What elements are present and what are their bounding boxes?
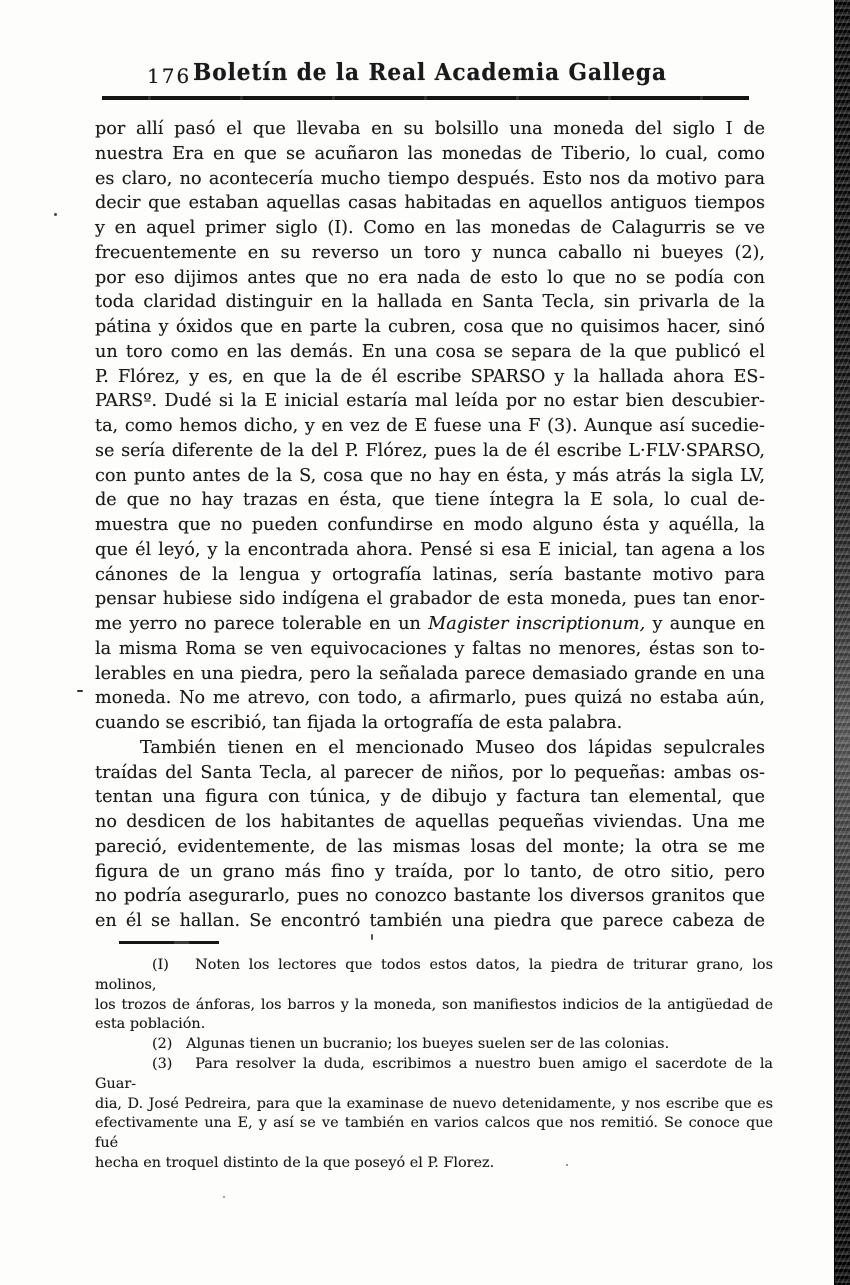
- italic-phrase: Magister inscriptionum,: [428, 614, 646, 634]
- scan-speck: [54, 213, 57, 216]
- text-line: [95, 315, 765, 340]
- text-line: [95, 414, 765, 439]
- text-line: [95, 513, 765, 538]
- text-line: [95, 637, 765, 662]
- text-line: [95, 711, 765, 736]
- text-run: PARSº. Dudé si la E inicial estaría mal leída por no estar bien descubier-: [95, 391, 765, 412]
- text-run: (2) Algunas tienen un bucranio; los bueyes suelen ser de las colonias.: [152, 1036, 670, 1053]
- text-run: lerables en una piedra, pero la señalada parece demasiado grande en una: [95, 663, 765, 684]
- text-line: [95, 884, 765, 909]
- text-line: [95, 167, 765, 192]
- text-run: moneda. No me atrevo, con todo, a afirmarlo, pues quizá no estaba aún,: [95, 688, 765, 709]
- text-line: [95, 686, 765, 711]
- text-run: (I) Noten los lectores que todos estos datos, la piedra de triturar grano, los molinos,: [95, 957, 773, 993]
- scan-speck: [77, 690, 83, 692]
- text-line: [95, 612, 765, 637]
- body-paragraph-2: [95, 736, 765, 934]
- text-run: no desdicen de los habitantes de aquellas pequeñas viviendas. Una me: [95, 812, 765, 832]
- text-run: También tienen en el mencionado Museo dos lápidas sepulcrales: [140, 737, 765, 758]
- page-number: 176: [147, 64, 192, 88]
- text-run: pareció, evidentemente, de las mismas losas del monte; la otra se me: [95, 836, 765, 857]
- text-run: la misma Roma se ven equivocaciones y faltas no menores, éstas son to-: [95, 638, 765, 659]
- text-line: [95, 736, 765, 761]
- text-line: [95, 389, 765, 414]
- text-line: [95, 956, 773, 996]
- text-line: [95, 439, 765, 464]
- text-run: figura de un grano más fino y traída, por lo tanto, de otro sitio, pero: [95, 861, 765, 882]
- footnote-3: [95, 1055, 773, 1174]
- text-run: me yerro no parece tolerable en un: [95, 614, 429, 634]
- text-run: nuestra Era en que se acuñaron las monedas de Tiberio, lo cual, como: [95, 143, 765, 164]
- text-line: [95, 1035, 773, 1055]
- text-run: esta población.: [95, 1016, 206, 1033]
- text-line: [95, 142, 765, 167]
- text-line: [95, 340, 765, 365]
- scan-gutter-shadow: [834, 0, 850, 1285]
- text-run: con punto antes de la S, cosa que no hay en ésta, y más atrás la sigla LV,: [95, 465, 765, 486]
- text-line: [95, 538, 765, 563]
- footnote-separator-rule: [119, 941, 219, 944]
- text-run: pátina y óxidos que en parte la cubren, cosa que no quisimos hacer, sinó: [95, 317, 765, 337]
- text-run: es claro, no acontecería mucho tiempo después. Esto nos da motivo para: [95, 168, 765, 189]
- text-run: frecuentemente en su reverso un toro y nunca caballo ni bueyes (2),: [95, 242, 765, 263]
- footnote-2: [95, 1035, 773, 1055]
- text-line: [95, 662, 765, 687]
- text-run: en él se hallan. Se encontró también una piedra que parece cabeza de: [95, 911, 765, 931]
- text-run: los trozos de ánforas, los barros y la moneda, son manifiestos indicios de la antigüedad de: [95, 996, 773, 1013]
- text-line: [95, 1154, 773, 1174]
- text-run: toda claridad distinguir en la hallada en Santa Tecla, sin privarla de la: [95, 292, 765, 313]
- text-line: [95, 365, 765, 390]
- text-run: cánones de la lengua y ortografía latinas, sería bastante motivo para: [95, 564, 765, 585]
- text-line: [95, 860, 765, 885]
- text-run: P. Flórez, y es, en que la de él escribe SPARSO y la hallada ahora ES-: [95, 366, 765, 387]
- scan-speck: [223, 1196, 225, 1198]
- text-line: [95, 117, 765, 142]
- text-run: tentan una figura con túnica, y de dibujo y factura tan elemental, que: [95, 787, 765, 808]
- text-run: (3) Para resolver la duda, escribimos a nuestro buen amigo el sacerdote de la Guar-: [95, 1055, 773, 1092]
- text-line: [95, 464, 765, 489]
- text-line: [95, 761, 765, 786]
- text-line: [95, 216, 765, 241]
- text-run: dia, D. José Pedreira, para que la examinase de nuevo detenidamente, y nos escribe que es: [95, 1095, 773, 1112]
- text-run: y en aquel primer siglo (I). Como en las monedas de Calagurris se ve: [95, 218, 765, 238]
- text-line: [95, 191, 765, 216]
- text-line: [95, 1095, 773, 1115]
- text-line: [95, 266, 765, 291]
- text-run: traídas del Santa Tecla, al parecer de niños, por lo pequeñas: ambas os-: [95, 762, 765, 783]
- text-run: muestra que no pueden confundirse en modo alguno ésta y aquélla, la: [95, 515, 765, 535]
- scan-speck: [371, 934, 373, 940]
- header-rule: [102, 96, 749, 100]
- text-run: se sería diferente de la del P. Flórez, pues la de él escribe L·FLV·SPARSO,: [95, 440, 765, 461]
- text-line: [95, 996, 773, 1016]
- text-line: [95, 785, 765, 810]
- text-run: efectivamente una E, y así se ve también en varios calcos que nos remitió. Se conoce que fué: [95, 1115, 773, 1152]
- text-line: [95, 1114, 773, 1154]
- text-line: [95, 488, 765, 513]
- text-line: [95, 1015, 773, 1035]
- text-run: y aunque en: [645, 614, 766, 634]
- text-run: hecha en troquel distinto de la que poseyó el P. Florez.: [95, 1154, 495, 1171]
- scan-speck: [566, 1164, 568, 1166]
- text-line: [95, 587, 765, 612]
- page-body: [95, 117, 765, 934]
- footnotes-block: [95, 956, 773, 1174]
- text-run: pensar hubiese sido indígena el grabador de esta moneda, pues tan enor-: [95, 589, 765, 610]
- text-run: decir que estaban aquellas casas habitadas en aquellos antiguos tiempos: [95, 193, 765, 214]
- text-run: cuando se escribió, tan fijada la ortografía de esta palabra.: [95, 713, 623, 733]
- text-run: de que no hay trazas en ésta, que tiene íntegra la E sola, lo cual de-: [95, 490, 765, 511]
- text-line: [95, 241, 765, 266]
- text-line: [95, 290, 765, 315]
- text-line: [95, 810, 765, 835]
- text-run: que él leyó, y la encontrada ahora. Pensé si esa E inicial, tan agena a los: [95, 539, 765, 560]
- text-line: [95, 909, 765, 934]
- body-paragraph-1: [95, 117, 765, 736]
- footnote-1: [95, 956, 773, 1035]
- text-line: [95, 835, 765, 860]
- text-run: por allí pasó el que llevaba en su bolsillo una moneda del siglo I de: [95, 119, 765, 139]
- text-line: [95, 1055, 773, 1095]
- text-run: ta, como hemos dicho, y en vez de E fuese una F (3). Aunque así sucedie-: [95, 416, 765, 436]
- text-line: [95, 563, 765, 588]
- text-run: no podría asegurarlo, pues no conozco bastante los diversos granitos que: [95, 886, 765, 907]
- text-run: un toro como en las demás. En una cosa se separa de la que publicó el: [95, 341, 765, 362]
- journal-title: Boletín de la Real Academia Gallega: [193, 59, 667, 86]
- text-run: por eso dijimos antes que no era nada de esto lo que no se podía con: [95, 267, 765, 288]
